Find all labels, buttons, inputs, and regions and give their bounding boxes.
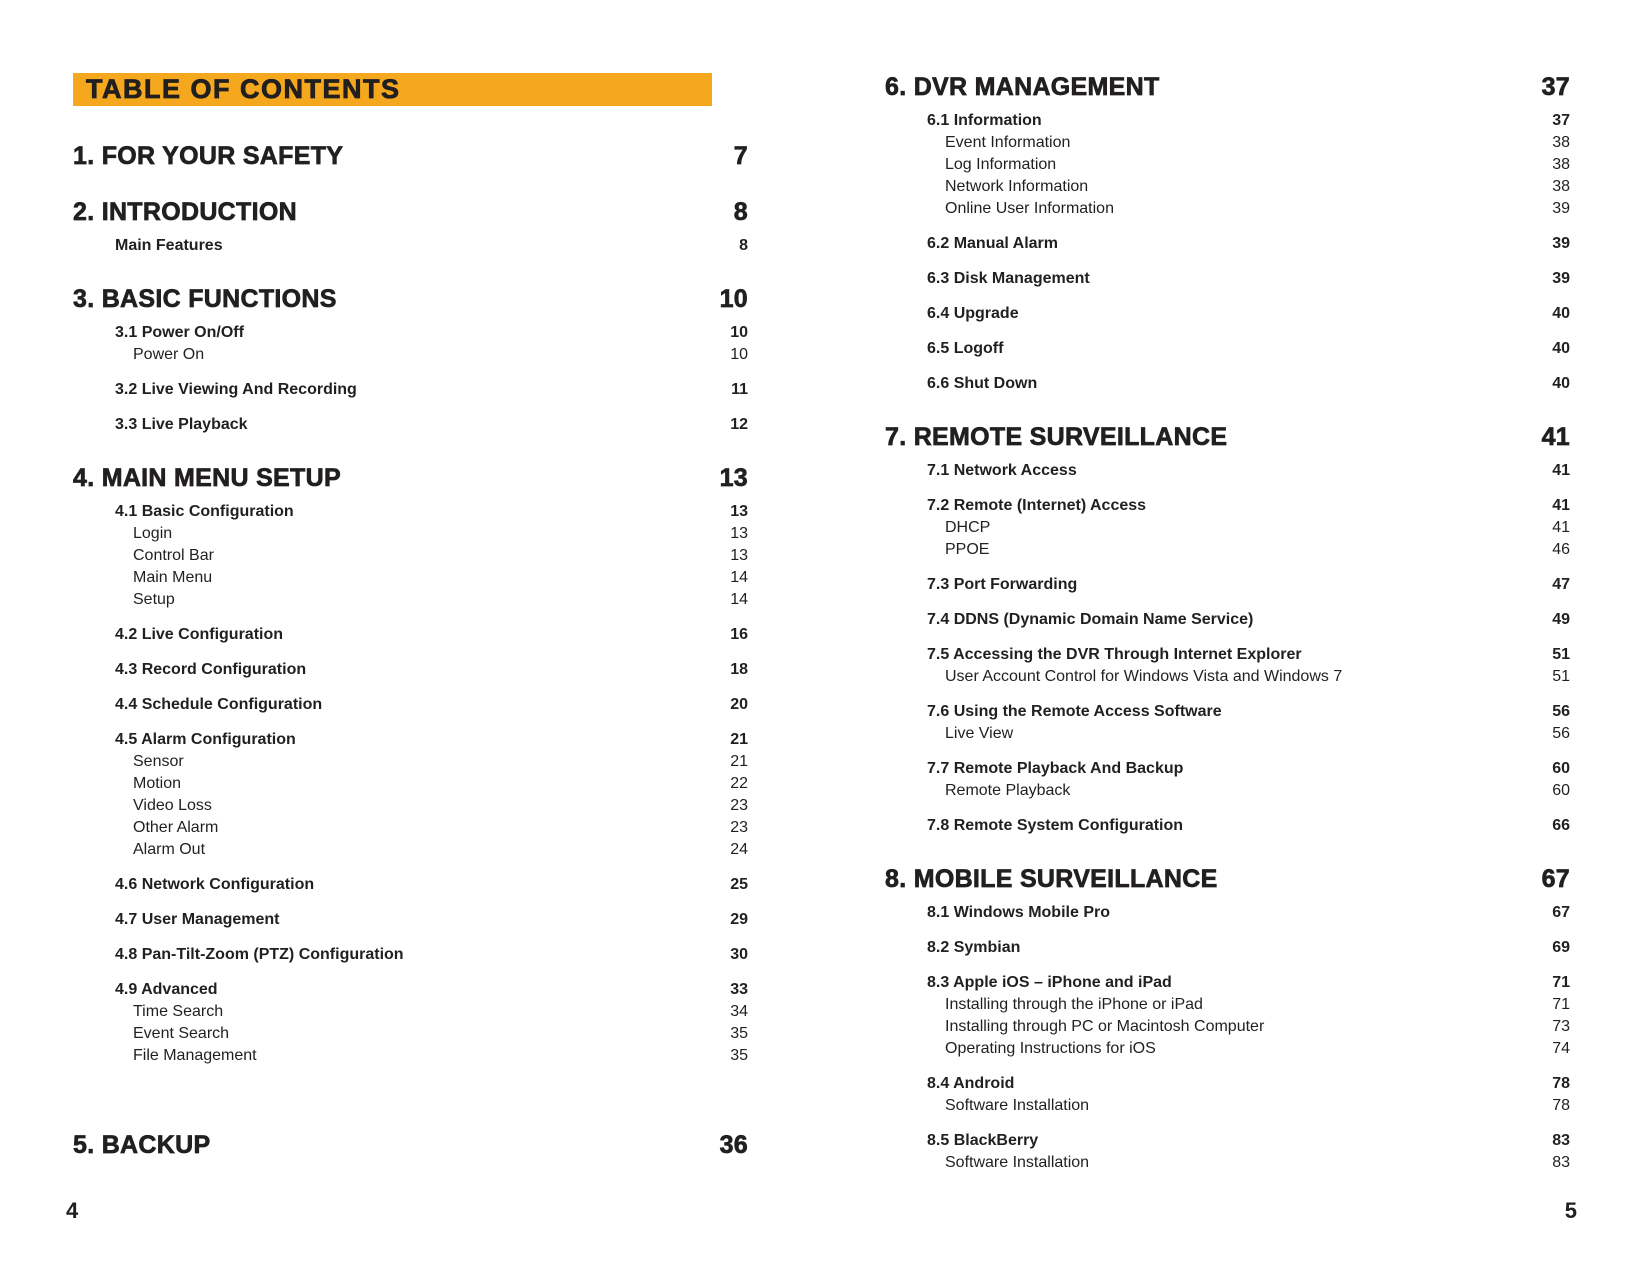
toc-entry bbox=[885, 1016, 1570, 1038]
toc-entry bbox=[885, 1095, 1570, 1117]
toc-entry-label: 7.7 Remote Playback And Backup bbox=[927, 760, 1184, 777]
toc-entry-label: Network Information bbox=[945, 178, 1089, 195]
toc-entry-label: 6.2 Manual Alarm bbox=[927, 235, 1059, 252]
toc-entry bbox=[885, 723, 1570, 745]
toc-section-title: 5. BACKUP bbox=[73, 1131, 211, 1159]
toc-entry bbox=[885, 198, 1570, 220]
toc-entry-label: Setup bbox=[133, 591, 175, 608]
toc-entry-page-number: 30 bbox=[730, 946, 748, 963]
toc-section-page-number: 13 bbox=[719, 464, 748, 492]
toc-right-page-column bbox=[885, 73, 1570, 1174]
toc-entry-label: Log Information bbox=[945, 156, 1057, 173]
toc-entry bbox=[73, 545, 748, 567]
toc-entry-page-number: 56 bbox=[1552, 703, 1570, 720]
toc-entry-page-number: 16 bbox=[730, 626, 748, 643]
toc-entry-label: 7.4 DDNS (Dynamic Domain Name Service) bbox=[927, 611, 1254, 628]
toc-entry-page-number: 34 bbox=[730, 1003, 748, 1020]
toc-section-heading bbox=[885, 73, 1570, 101]
toc-section-entries bbox=[73, 501, 748, 1067]
toc-section-page-number: 36 bbox=[719, 1131, 748, 1159]
toc-entry-page-number: 66 bbox=[1552, 817, 1570, 834]
toc-entry bbox=[885, 1130, 1570, 1152]
toc-entry-page-number: 29 bbox=[730, 911, 748, 928]
toc-section-title: 6. DVR MANAGEMENT bbox=[885, 73, 1160, 101]
toc-entry-label: 3.3 Live Playback bbox=[115, 416, 248, 433]
toc-entry-label: User Account Control for Windows Vista and Windows 7 bbox=[945, 668, 1343, 685]
toc-title-banner bbox=[73, 73, 712, 106]
toc-entry-label: 6.1 Information bbox=[927, 112, 1042, 129]
toc-entry-label: 3.2 Live Viewing And Recording bbox=[115, 381, 357, 398]
toc-entry bbox=[73, 839, 748, 861]
toc-entry-page-number: 60 bbox=[1552, 760, 1570, 777]
toc-entry-label: 4.1 Basic Configuration bbox=[115, 503, 294, 520]
toc-entry bbox=[885, 132, 1570, 154]
toc-entry bbox=[73, 322, 748, 344]
toc-section-entries bbox=[885, 110, 1570, 395]
toc-entry-page-number: 78 bbox=[1552, 1075, 1570, 1092]
toc-entry bbox=[885, 268, 1570, 290]
toc-entry bbox=[73, 1023, 748, 1045]
toc-entry bbox=[885, 154, 1570, 176]
toc-entry-label: PPOE bbox=[945, 541, 990, 558]
toc-entry bbox=[885, 1152, 1570, 1174]
toc-entry-page-number: 23 bbox=[730, 797, 748, 814]
toc-section-entries bbox=[885, 460, 1570, 837]
toc-entry-page-number: 37 bbox=[1552, 112, 1570, 129]
toc-entry bbox=[73, 567, 748, 589]
toc-entry bbox=[885, 373, 1570, 395]
toc-section bbox=[885, 865, 1570, 1174]
toc-section-page-number: 10 bbox=[719, 285, 748, 313]
toc-entry-label: Software Installation bbox=[945, 1154, 1090, 1171]
toc-entry-label: 4.2 Live Configuration bbox=[115, 626, 284, 643]
toc-entry bbox=[73, 589, 748, 611]
toc-entry bbox=[73, 979, 748, 1001]
toc-entry-page-number: 51 bbox=[1552, 668, 1570, 685]
toc-entry-label: 4.6 Network Configuration bbox=[115, 876, 315, 893]
toc-section-page-number: 41 bbox=[1541, 423, 1570, 451]
toc-entry bbox=[73, 1001, 748, 1023]
toc-section-page-number: 8 bbox=[733, 198, 748, 226]
toc-entry-label: DHCP bbox=[945, 519, 991, 536]
page-number-left: 4 bbox=[66, 1198, 79, 1223]
toc-entry-page-number: 49 bbox=[1552, 611, 1570, 628]
toc-entry-label: 3.1 Power On/Off bbox=[115, 324, 244, 341]
toc-entry-label: Live View bbox=[945, 725, 1014, 742]
toc-entry bbox=[885, 972, 1570, 994]
toc-entry bbox=[73, 773, 748, 795]
toc-entry bbox=[73, 235, 748, 257]
toc-entry-label: Login bbox=[133, 525, 173, 542]
toc-section-page-number: 67 bbox=[1541, 865, 1570, 893]
toc-entry-page-number: 13 bbox=[730, 547, 748, 564]
toc-entry-page-number: 41 bbox=[1552, 519, 1570, 536]
toc-entry-page-number: 23 bbox=[730, 819, 748, 836]
toc-entry-label: 7.5 Accessing the DVR Through Internet Explorer bbox=[927, 646, 1302, 663]
toc-section-page-number: 7 bbox=[733, 142, 748, 170]
toc-entry-page-number: 38 bbox=[1552, 156, 1570, 173]
toc-section bbox=[73, 198, 748, 257]
toc-entry-page-number: 14 bbox=[730, 591, 748, 608]
toc-entry-page-number: 35 bbox=[730, 1047, 748, 1064]
toc-entry-label: 4.3 Record Configuration bbox=[115, 661, 307, 678]
toc-entry bbox=[73, 659, 748, 681]
toc-entry bbox=[885, 937, 1570, 959]
toc-section-entries bbox=[73, 322, 748, 436]
toc-entry-page-number: 46 bbox=[1552, 541, 1570, 558]
toc-entry-page-number: 71 bbox=[1552, 996, 1570, 1013]
toc-left-sections bbox=[73, 142, 748, 1159]
toc-entry-page-number: 51 bbox=[1552, 646, 1570, 663]
toc-entry-page-number: 38 bbox=[1552, 178, 1570, 195]
toc-entry-page-number: 13 bbox=[730, 503, 748, 520]
toc-entry bbox=[73, 694, 748, 716]
toc-entry-label: 7.2 Remote (Internet) Access bbox=[927, 497, 1147, 514]
toc-entry bbox=[885, 666, 1570, 688]
toc-entry bbox=[885, 780, 1570, 802]
toc-entry bbox=[885, 994, 1570, 1016]
toc-entry bbox=[885, 460, 1570, 482]
toc-entry-label: 4.7 User Management bbox=[115, 911, 280, 928]
toc-entry-page-number: 8 bbox=[739, 237, 748, 254]
toc-section bbox=[73, 464, 748, 1067]
toc-entry-label: 4.4 Schedule Configuration bbox=[115, 696, 323, 713]
toc-entry-label: Main Features bbox=[115, 237, 223, 254]
toc-entry-page-number: 39 bbox=[1552, 270, 1570, 287]
toc-entry-page-number: 22 bbox=[730, 775, 748, 792]
toc-section-heading bbox=[885, 423, 1570, 451]
toc-entry bbox=[73, 624, 748, 646]
toc-entry-page-number: 21 bbox=[730, 753, 748, 770]
toc-entry-label: 7.8 Remote System Configuration bbox=[927, 817, 1184, 834]
toc-section bbox=[73, 285, 748, 436]
toc-entry bbox=[73, 751, 748, 773]
toc-entry-page-number: 10 bbox=[730, 324, 748, 341]
toc-entry-page-number: 47 bbox=[1552, 576, 1570, 593]
toc-entry-page-number: 83 bbox=[1552, 1154, 1570, 1171]
toc-entry bbox=[73, 817, 748, 839]
toc-title: TABLE OF CONTENTS bbox=[86, 74, 401, 104]
toc-section-heading bbox=[73, 142, 748, 170]
toc-entry bbox=[885, 701, 1570, 723]
toc-entry-label: Event Information bbox=[945, 134, 1071, 151]
toc-entry-page-number: 21 bbox=[730, 731, 748, 748]
toc-entry bbox=[885, 338, 1570, 360]
toc-entry bbox=[73, 1045, 748, 1067]
toc-entry bbox=[73, 909, 748, 931]
toc-entry-label: 8.2 Symbian bbox=[927, 939, 1021, 956]
toc-entry-page-number: 14 bbox=[730, 569, 748, 586]
toc-entry-label: Event Search bbox=[133, 1025, 230, 1042]
toc-entry-page-number: 33 bbox=[730, 981, 748, 998]
toc-entry bbox=[73, 379, 748, 401]
toc-entry bbox=[73, 944, 748, 966]
toc-entry bbox=[885, 644, 1570, 666]
page-number-right: 5 bbox=[1564, 1198, 1577, 1223]
toc-entry bbox=[885, 539, 1570, 561]
toc-entry bbox=[885, 609, 1570, 631]
toc-entry-page-number: 12 bbox=[730, 416, 748, 433]
toc-entry-label: Video Loss bbox=[133, 797, 212, 814]
toc-entry-label: 8.4 Android bbox=[927, 1075, 1015, 1092]
toc-entry-label: Control Bar bbox=[133, 547, 214, 564]
toc-entry-page-number: 10 bbox=[730, 346, 748, 363]
toc-section-heading bbox=[885, 865, 1570, 893]
toc-entry bbox=[73, 795, 748, 817]
toc-section bbox=[885, 73, 1570, 395]
toc-entry-page-number: 20 bbox=[730, 696, 748, 713]
toc-entry bbox=[885, 1073, 1570, 1095]
toc-entry bbox=[73, 523, 748, 545]
toc-entry-label: 6.4 Upgrade bbox=[927, 305, 1019, 322]
toc-entry bbox=[73, 501, 748, 523]
toc-entry-page-number: 67 bbox=[1552, 904, 1570, 921]
toc-entry-page-number: 40 bbox=[1552, 340, 1570, 357]
toc-entry-label: Alarm Out bbox=[133, 841, 206, 858]
toc-entry-label: 4.8 Pan-Tilt-Zoom (PTZ) Configuration bbox=[115, 946, 404, 963]
toc-entry-page-number: 41 bbox=[1552, 462, 1570, 479]
toc-entry-page-number: 69 bbox=[1552, 939, 1570, 956]
toc-entry-label: 8.5 BlackBerry bbox=[927, 1132, 1039, 1149]
toc-entry-page-number: 39 bbox=[1552, 200, 1570, 217]
toc-entry-label: Main Menu bbox=[133, 569, 213, 586]
toc-left-page-column bbox=[73, 73, 748, 1159]
toc-entry bbox=[73, 344, 748, 366]
toc-section-title: 2. INTRODUCTION bbox=[73, 198, 297, 226]
toc-entry-page-number: 13 bbox=[730, 525, 748, 542]
toc-entry-label: Installing through the iPhone or iPad bbox=[945, 996, 1203, 1013]
toc-section-title: 4. MAIN MENU SETUP bbox=[73, 464, 341, 492]
toc-entry-label: Sensor bbox=[133, 753, 184, 770]
toc-entry bbox=[885, 815, 1570, 837]
toc-entry-label: Software Installation bbox=[945, 1097, 1090, 1114]
toc-entry-page-number: 18 bbox=[730, 661, 748, 678]
toc-entry-label: 8.3 Apple iOS – iPhone and iPad bbox=[927, 974, 1172, 991]
toc-entry-label: 7.1 Network Access bbox=[927, 462, 1077, 479]
toc-entry-label: Time Search bbox=[133, 1003, 224, 1020]
toc-entry-label: Remote Playback bbox=[945, 782, 1071, 799]
toc-section-title: 8. MOBILE SURVEILLANCE bbox=[885, 865, 1218, 893]
toc-section-page-number: 37 bbox=[1541, 73, 1570, 101]
toc-section-title: 3. BASIC FUNCTIONS bbox=[73, 285, 337, 313]
toc-entry-page-number: 41 bbox=[1552, 497, 1570, 514]
toc-section-entries bbox=[885, 902, 1570, 1174]
toc-entry-page-number: 39 bbox=[1552, 235, 1570, 252]
toc-entry-page-number: 73 bbox=[1552, 1018, 1570, 1035]
toc-entry-label: 7.6 Using the Remote Access Software bbox=[927, 703, 1222, 720]
toc-entry-page-number: 71 bbox=[1552, 974, 1570, 991]
toc-entry bbox=[885, 902, 1570, 924]
toc-entry-page-number: 24 bbox=[730, 841, 748, 858]
toc-entry-label: File Management bbox=[133, 1047, 257, 1064]
toc-section-heading bbox=[73, 198, 748, 226]
toc-entry-label: 6.5 Logoff bbox=[927, 340, 1004, 357]
toc-entry-page-number: 74 bbox=[1552, 1040, 1570, 1057]
toc-entry bbox=[885, 517, 1570, 539]
toc-entry-page-number: 83 bbox=[1552, 1132, 1570, 1149]
toc-section bbox=[885, 423, 1570, 837]
toc-entry bbox=[73, 729, 748, 751]
toc-entry bbox=[73, 414, 748, 436]
toc-entry-page-number: 11 bbox=[731, 381, 748, 398]
toc-entry bbox=[73, 874, 748, 896]
toc-entry-label: 8.1 Windows Mobile Pro bbox=[927, 904, 1110, 921]
toc-section-title: 7. REMOTE SURVEILLANCE bbox=[885, 423, 1228, 451]
toc-right-sections bbox=[885, 73, 1570, 1174]
toc-section-heading bbox=[73, 464, 748, 492]
toc-entry-page-number: 60 bbox=[1552, 782, 1570, 799]
toc-entry-label: Installing through PC or Macintosh Computer bbox=[945, 1018, 1265, 1035]
toc-entry bbox=[885, 574, 1570, 596]
toc-section-entries bbox=[73, 235, 748, 257]
toc-entry-label: Motion bbox=[133, 775, 182, 792]
toc-entry-label: Online User Information bbox=[945, 200, 1114, 217]
toc-section bbox=[73, 1131, 748, 1159]
toc-entry bbox=[885, 110, 1570, 132]
toc-entry-label: Other Alarm bbox=[133, 819, 219, 836]
toc-entry bbox=[885, 303, 1570, 325]
toc-entry bbox=[885, 758, 1570, 780]
toc-entry-label: 6.6 Shut Down bbox=[927, 375, 1038, 392]
toc-section-heading bbox=[73, 1131, 748, 1159]
toc-entry-page-number: 40 bbox=[1552, 305, 1570, 322]
toc-entry bbox=[885, 495, 1570, 517]
toc-section-title: 1. FOR YOUR SAFETY bbox=[73, 142, 344, 170]
toc-entry-page-number: 78 bbox=[1552, 1097, 1570, 1114]
toc-entry-page-number: 25 bbox=[730, 876, 748, 893]
toc-entry-label: Operating Instructions for iOS bbox=[945, 1040, 1156, 1057]
toc-entry-page-number: 56 bbox=[1552, 725, 1570, 742]
toc-entry bbox=[885, 1038, 1570, 1060]
toc-entry bbox=[885, 176, 1570, 198]
toc-entry-label: 7.3 Port Forwarding bbox=[927, 576, 1078, 593]
toc-entry-label: 4.5 Alarm Configuration bbox=[115, 731, 296, 748]
toc-entry-page-number: 35 bbox=[730, 1025, 748, 1042]
toc-entry bbox=[885, 233, 1570, 255]
toc-entry-label: Power On bbox=[133, 346, 205, 363]
toc-entry-page-number: 40 bbox=[1552, 375, 1570, 392]
toc-entry-page-number: 38 bbox=[1552, 134, 1570, 151]
toc-entry-label: 4.9 Advanced bbox=[115, 981, 218, 998]
toc-entry-label: 6.3 Disk Management bbox=[927, 270, 1090, 287]
toc-section bbox=[73, 142, 748, 170]
toc-section-heading bbox=[73, 285, 748, 313]
